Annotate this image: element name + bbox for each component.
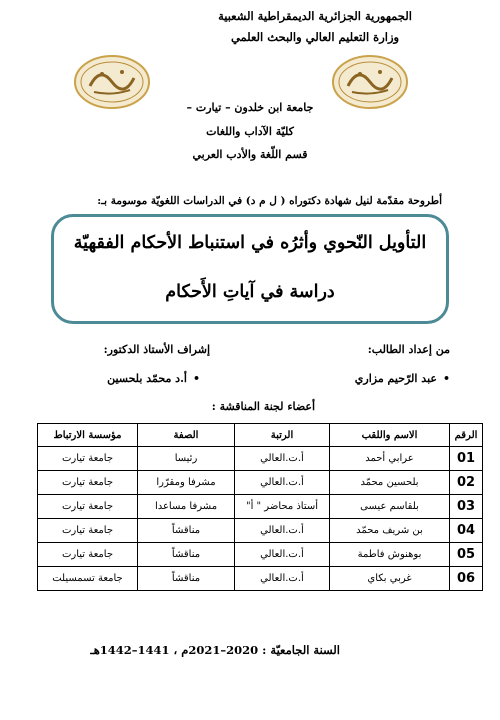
- cell-role: رئيسا: [138, 447, 235, 471]
- cell-institution: جامعة تيارت: [38, 471, 138, 495]
- cell-institution: جامعة تيارت: [38, 519, 138, 543]
- cell-name: غربي بكاي: [330, 567, 450, 591]
- cell-name: عرابي أحمد: [330, 447, 450, 471]
- faculty-line: كليّة الآداب واللغات: [206, 124, 294, 138]
- cell-num: 05: [450, 543, 483, 567]
- table-row: [38, 495, 483, 519]
- cell-num: 06: [450, 567, 483, 591]
- committee-label: أعضاء لجنة المناقشة :: [211, 400, 315, 413]
- cell-institution: جامعة تيارت: [38, 543, 138, 567]
- table-row: [38, 519, 483, 543]
- cell-institution: جامعة تيارت: [38, 495, 138, 519]
- cell-role: مشرفا مساعدا: [138, 495, 235, 519]
- cell-name: بلحسين محمّد: [330, 471, 450, 495]
- cell-rank: أستاذ محاضر " أ": [235, 495, 330, 519]
- student-name: [355, 372, 450, 385]
- supervision-label: إشراف الأستاذ الدكتور:: [103, 343, 210, 356]
- supervisor-name-text: أ.د محمّد بلحسين: [107, 372, 187, 385]
- cell-name: بلقاسم عيسى: [330, 495, 450, 519]
- cell-role: مناقشاً: [138, 567, 235, 591]
- cell-num: 03: [450, 495, 483, 519]
- academic-year: السنة الجامعيّة : 2020–2021م ، 1441–1442هـ: [90, 643, 340, 657]
- cell-rank: أ.ت.العالي: [235, 471, 330, 495]
- cell-role: مناقشاً: [138, 543, 235, 567]
- table-row: [38, 567, 483, 591]
- ministry-line: وزارة التعليم العالي والبحث العلمي: [230, 30, 400, 44]
- header-institution: مؤسسة الارتباط: [38, 424, 138, 447]
- cell-role: مشرفا ومقرّرا: [138, 471, 235, 495]
- prepared-by-label: من إعداد الطالب:: [367, 343, 450, 356]
- university-line: جامعة ابن خلدون – تيارت –: [186, 101, 314, 114]
- cell-num: 02: [450, 471, 483, 495]
- header-name: الاسم واللقب: [330, 424, 450, 447]
- bullet-icon: •: [442, 372, 450, 385]
- cell-num: 01: [450, 447, 483, 471]
- republic-line: الجمهورية الجزائرية الديمقراطية الشعبية: [218, 9, 412, 23]
- thesis-intro: أطروحة مقدّمة لنيل شهادة دكتوراه ( ل م د) في الدراسات اللغويّة موسومة بـ:: [97, 195, 442, 207]
- cell-name: بن شريف محمّد: [330, 519, 450, 543]
- cell-rank: أ.ت.العالي: [235, 447, 330, 471]
- cell-institution: جامعة تسمسيلت: [38, 567, 138, 591]
- cell-name: بوهنوش فاطمة: [330, 543, 450, 567]
- supervisor-name: [107, 372, 200, 385]
- table-row: [38, 543, 483, 567]
- cell-num: 04: [450, 519, 483, 543]
- table-row: [38, 447, 483, 471]
- table-row: [38, 471, 483, 495]
- header-rank: الرتبة: [235, 424, 330, 447]
- table-header-row: [38, 424, 483, 447]
- cell-rank: أ.ت.العالي: [235, 519, 330, 543]
- thesis-title: التأويل النّحوي وأثرُه في استنباط الأحكام الفقهيّة: [73, 233, 427, 253]
- title-box: [51, 214, 449, 324]
- cell-role: مناقشاً: [138, 519, 235, 543]
- header-num: الرقم: [450, 424, 483, 447]
- student-name-text: عبد الرّحيم مزاري: [354, 372, 437, 385]
- institution-block: [140, 96, 360, 167]
- committee-table: [37, 423, 483, 591]
- cell-institution: جامعة تيارت: [38, 447, 138, 471]
- header-role: الصفة: [138, 424, 235, 447]
- bullet-icon: •: [192, 372, 200, 385]
- cell-rank: أ.ت.العالي: [235, 543, 330, 567]
- department-line: قسم اللّغة والأدب العربي: [192, 148, 308, 161]
- header: [190, 6, 440, 48]
- thesis-subtitle: دراسة في آياتِ الأَحكام: [165, 282, 335, 302]
- cell-rank: أ.ت.العالي: [235, 567, 330, 591]
